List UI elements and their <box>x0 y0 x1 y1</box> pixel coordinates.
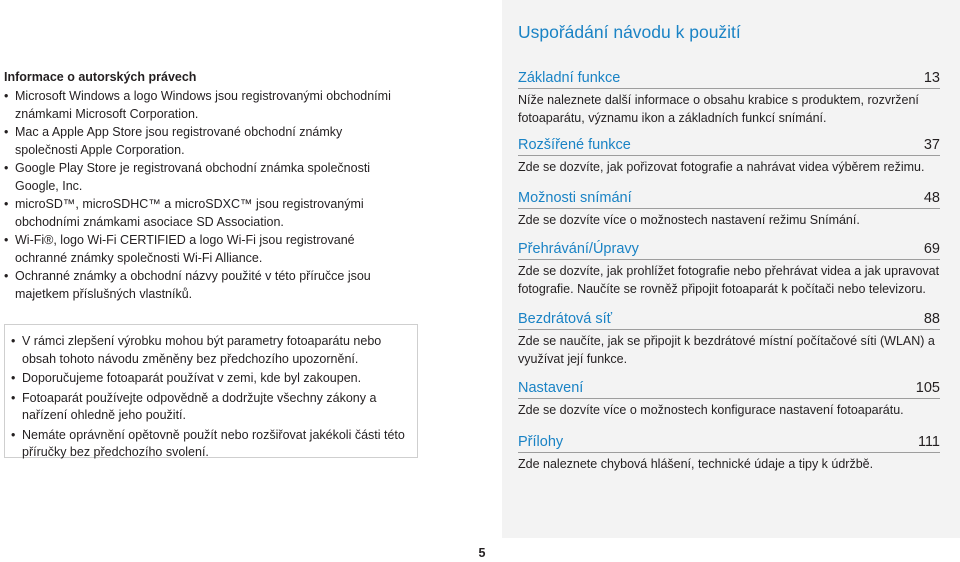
copyright-item: • Wi-Fi®, logo Wi-Fi CERTIFIED a logo Wi-Fi jsou registrované ochranné známky společnosti Wi-Fi Alliance. <box>4 233 355 265</box>
toc-list <box>518 70 940 473</box>
copyright-item: • Microsoft Windows a logo Windows jsou registrovanými obchodními známkami Microsoft Corporation. <box>4 89 391 121</box>
toc-entry-header[interactable] <box>518 311 940 330</box>
toc-title: Uspořádání návodu k použití <box>518 22 741 42</box>
toc-entry-title[interactable]: Rozšířené funkce <box>518 137 631 153</box>
toc-entry-title[interactable]: Přílohy <box>518 433 564 450</box>
notice-item: • Fotoaparát používejte odpovědně a dodržujte všechny zákony a nařízení ohledně jeho použití. <box>11 390 377 422</box>
toc-entry-description: Zde se dozvíte více o možnostech konfigurace nastavení fotoaparátu. <box>518 403 904 417</box>
bullet-icon: • <box>4 269 9 283</box>
bullet-icon: • <box>4 233 9 247</box>
toc-entry-header[interactable] <box>518 137 940 156</box>
toc-entry-page: 88 <box>923 311 940 327</box>
notice-item: • Nemáte oprávnění opětovně použít nebo rozšiřovat jakékoli části této příručky bez předchozího svolení. <box>11 427 405 459</box>
toc-entry-title[interactable]: Přehrávání/Úpravy <box>518 241 639 257</box>
toc-entry-description: Zde se naučíte, jak se připojit k bezdrátové místní počítačové síti (WLAN) a využívat její funkce. <box>518 334 935 366</box>
copyright-section <box>4 70 404 304</box>
toc-entry-page: 48 <box>923 189 940 206</box>
copyright-heading: Informace o autorských právech <box>4 70 197 84</box>
toc-entry-page: 111 <box>917 433 940 450</box>
toc-entry-moznosti-snimani[interactable] <box>518 190 940 230</box>
toc-entry-nastaveni[interactable] <box>518 380 940 420</box>
copyright-item: • Google Play Store je registrovaná obchodní známka společnosti Google, Inc. <box>4 161 371 193</box>
toc-entry-prehravani-upravy[interactable] <box>518 241 940 298</box>
toc-entry-description: Zde naleznete chybová hlášení, technické údaje a tipy k údržbě. <box>518 456 874 471</box>
copyright-list <box>4 88 404 303</box>
toc-entry-description: Zde se dozvíte, jak pořizovat fotografie a nahrávat videa výběrem režimu. <box>518 160 925 174</box>
bullet-icon: • <box>11 371 16 385</box>
toc-entry-header[interactable] <box>518 434 940 453</box>
copyright-item: • Ochranné známky a obchodní názvy použité v této příručce jsou majetkem příslušných vlastníků. <box>4 269 371 301</box>
toc-entry-page: 69 <box>923 241 940 257</box>
toc-entry-title[interactable]: Možnosti snímání <box>518 189 632 206</box>
toc-entry-header[interactable] <box>518 70 940 89</box>
bullet-icon: • <box>4 197 9 211</box>
notice-box <box>4 324 418 458</box>
bullet-icon: • <box>11 334 16 348</box>
toc-entry-description: Zde se dozvíte více o možnostech nastavení režimu Snímání. <box>518 212 860 227</box>
bullet-icon: • <box>4 161 9 175</box>
bullet-icon: • <box>11 427 16 442</box>
copyright-item: • Mac a Apple App Store jsou registrované obchodní známky společnosti Apple Corporation. <box>4 125 343 157</box>
toc-entry-header[interactable] <box>518 241 940 260</box>
toc-entry-page: 13 <box>923 70 940 86</box>
toc-entry-description: Zde se dozvíte, jak prohlížet fotografie nebo přehrávat videa a jak upravovat fotografie. Naučíte se rovněž připojit fotoaparát k počítači nebo televizoru. <box>518 264 940 296</box>
bullet-icon: • <box>11 390 16 405</box>
notice-list <box>11 333 409 462</box>
toc-entry-zakladni-funkce[interactable] <box>518 70 940 127</box>
page-number: 5 <box>478 546 486 560</box>
toc-entry-title[interactable]: Bezdrátová síť <box>518 311 613 327</box>
notice-item: • Doporučujeme fotoaparát používat v zemi, kde byl zakoupen. <box>11 370 409 388</box>
bullet-icon: • <box>4 89 9 103</box>
toc-entry-page: 105 <box>915 380 940 396</box>
notice-item: • V rámci zlepšení výrobku mohou být parametry fotoaparátu nebo obsah tohoto návodu změněny bez předchozího upozornění. <box>11 334 382 366</box>
toc-entry-rozsirene-funkce[interactable] <box>518 137 940 177</box>
toc-entry-prilohy[interactable] <box>518 434 940 474</box>
toc-entry-description: Níže naleznete další informace o obsahu krabice s produktem, rozvržení fotoaparátu, významu ikon a základních funkcí snímání. <box>518 93 919 125</box>
bullet-icon: • <box>4 125 9 139</box>
toc-entry-bezdratova-sit[interactable] <box>518 311 940 368</box>
toc-entry-page: 37 <box>923 137 940 153</box>
toc-entry-title[interactable]: Nastavení <box>518 380 584 396</box>
toc-entry-header[interactable] <box>518 380 940 399</box>
toc-entry-header[interactable] <box>518 190 940 209</box>
toc-entry-title[interactable]: Základní funkce <box>518 70 621 86</box>
copyright-item: • microSD™, microSDHC™ a microSDXC™ jsou registrovanými obchodními známkami asociace SD Association. <box>4 197 364 229</box>
